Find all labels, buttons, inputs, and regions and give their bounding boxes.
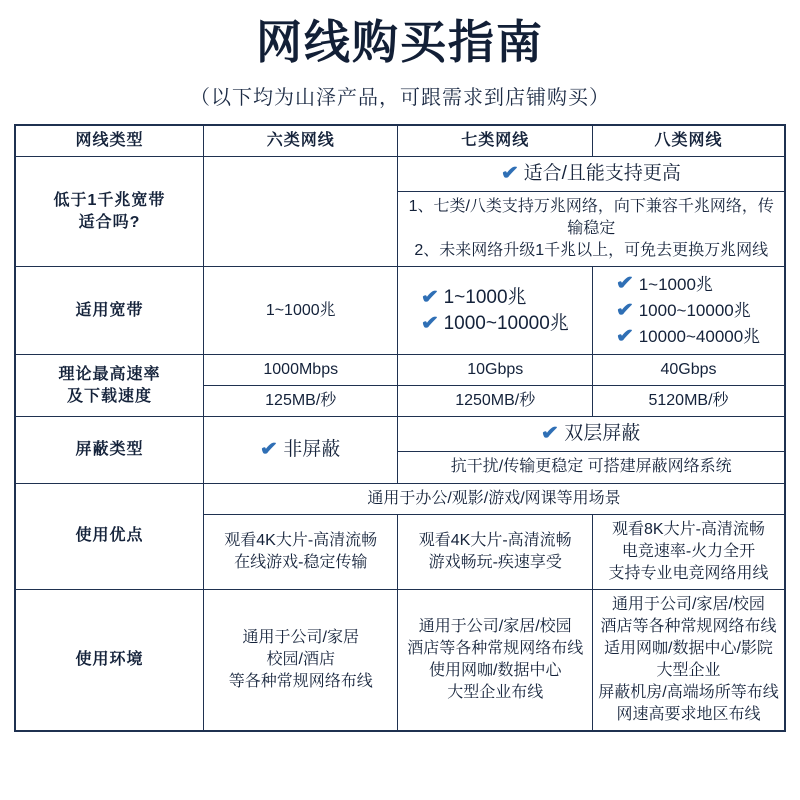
check-icon: ✔ <box>260 438 279 460</box>
cell-cat7-environment <box>398 589 593 731</box>
cell-cat8-bandwidth <box>592 267 785 355</box>
cell-cat8-advantages <box>592 514 785 589</box>
cell-cat7-speed: 10Gbps <box>398 355 593 386</box>
column-header-type: 网线类型 <box>15 125 203 157</box>
column-header-cat7: 七类网线 <box>398 125 593 157</box>
row-label-suitability <box>15 156 203 266</box>
cat6-env-1: 通用于公司/家居 <box>242 628 359 646</box>
cell-merged-suitability <box>398 156 785 191</box>
cat7-env-4: 大型企业布线 <box>447 684 544 702</box>
cat7-env-3: 使用网咖/数据中心 <box>429 662 562 680</box>
comparison-table <box>14 124 786 732</box>
row-label-line2: 及下载速度 <box>66 387 152 405</box>
row-label-line1: 理论最高速率 <box>58 365 161 383</box>
cat8-adv-2: 电竞速率-火力全开 <box>621 542 756 560</box>
table-row <box>15 156 785 191</box>
cell-cat7-download: 1250MB/秒 <box>398 386 593 417</box>
row-label-speed <box>15 355 203 417</box>
cell-cat8-download: 5120MB/秒 <box>592 386 785 417</box>
cat8-env-5: 屏蔽机房/高端场所等布线 <box>598 684 779 702</box>
cat8-adv-1: 观看8K大片-高清流畅 <box>612 520 765 538</box>
cat8-bandwidth-1: 1~1000兆 <box>638 274 713 294</box>
table-row <box>15 355 785 386</box>
cell-suitability-notes <box>398 192 785 267</box>
cat6-adv-1: 观看4K大片-高清流畅 <box>224 531 378 549</box>
cell-cat7-advantages <box>398 514 593 589</box>
table-header-row <box>15 125 785 157</box>
cat6-env-2: 校园/酒店 <box>266 651 335 669</box>
cat7-adv-1: 观看4K大片-高清流畅 <box>418 531 572 549</box>
row-label-bandwidth: 适用宽带 <box>15 267 203 355</box>
cell-cat8-environment <box>592 589 785 731</box>
row-label-line2: 适合吗? <box>78 213 141 231</box>
cell-cat6-speed: 1000Mbps <box>203 355 398 386</box>
cell-cat7-bandwidth <box>398 267 593 355</box>
cat8-env-3: 适用网咖/数据中心/影院 <box>604 640 773 657</box>
check-icon: ✔ <box>615 273 634 295</box>
cat8-env-1: 通用于公司/家居/校园 <box>612 595 765 613</box>
cell-cat6-download: 125MB/秒 <box>203 386 398 417</box>
cat6-adv-2: 在线游戏-稳定传输 <box>234 553 368 571</box>
cat7-env-2: 酒店等各种常规网络布线 <box>407 640 584 657</box>
cell-merged-shielding <box>398 417 785 452</box>
cell-cat6-shielding <box>203 417 398 483</box>
cat8-env-4: 大型企业 <box>656 662 721 680</box>
cat7-bandwidth-2: 1000~10000兆 <box>443 312 569 334</box>
page-title: 网线购买指南 <box>256 16 544 68</box>
cat6-env-3: 等各种常规网络布线 <box>228 673 373 691</box>
cat7-env-1: 通用于公司/家居/校园 <box>418 617 572 635</box>
table-row <box>15 267 785 355</box>
suitability-note-2: 2、未来网络升级1千兆以上，可免去更换万兆网线 <box>414 242 769 260</box>
cat8-env-2: 酒店等各种常规网络布线 <box>600 617 777 635</box>
page-subtitle: （以下均为山泽产品，可跟需求到店铺购买） <box>190 86 610 109</box>
cell-cat6-suitability <box>203 156 398 266</box>
check-icon: ✔ <box>615 299 634 321</box>
row-label-environment: 使用环境 <box>15 589 203 731</box>
cell-cat8-speed: 40Gbps <box>592 355 785 386</box>
cell-merged-advantages: 通用于办公/观影/游戏/网课等用场景 <box>203 483 785 514</box>
cat7-bandwidth-1: 1~1000兆 <box>443 286 527 308</box>
cell-cat6-advantages <box>203 514 398 589</box>
table-row <box>15 483 785 514</box>
cat8-bandwidth-2: 1000~10000兆 <box>638 301 751 321</box>
suitability-text: 适合/且能支持更高 <box>523 162 681 184</box>
check-icon: ✔ <box>541 423 560 445</box>
cat6-shielding-text: 非屏蔽 <box>283 438 341 460</box>
check-icon: ✔ <box>420 286 439 308</box>
cell-cat6-environment <box>203 589 398 731</box>
column-header-cat6: 六类网线 <box>203 125 398 157</box>
row-label-advantages: 使用优点 <box>15 483 203 589</box>
cell-cat6-bandwidth: 1~1000兆 <box>203 267 398 355</box>
cat8-env-6: 网速高要求地区布线 <box>616 706 761 724</box>
check-icon: ✔ <box>615 325 634 347</box>
row-label-shielding: 屏蔽类型 <box>15 417 203 483</box>
shielding-text: 双层屏蔽 <box>564 423 641 445</box>
cat7-adv-2: 游戏畅玩-疾速享受 <box>428 553 562 571</box>
column-header-cat8: 八类网线 <box>592 125 785 157</box>
table-row <box>15 589 785 731</box>
row-label-line1: 低于1千兆宽带 <box>53 191 166 209</box>
check-icon: ✔ <box>500 162 519 184</box>
cell-shielding-note: 抗干扰/传输更稳定 可搭建屏蔽网络系统 <box>398 452 785 483</box>
table-row <box>15 417 785 452</box>
cat8-bandwidth-3: 10000~40000兆 <box>638 327 761 347</box>
check-icon: ✔ <box>420 312 439 334</box>
cat8-adv-3: 支持专业电竞网络用线 <box>608 564 769 582</box>
suitability-note-1: 1、七类/八类支持万兆网络，向下兼容千兆网络，传输稳定 <box>408 198 774 238</box>
